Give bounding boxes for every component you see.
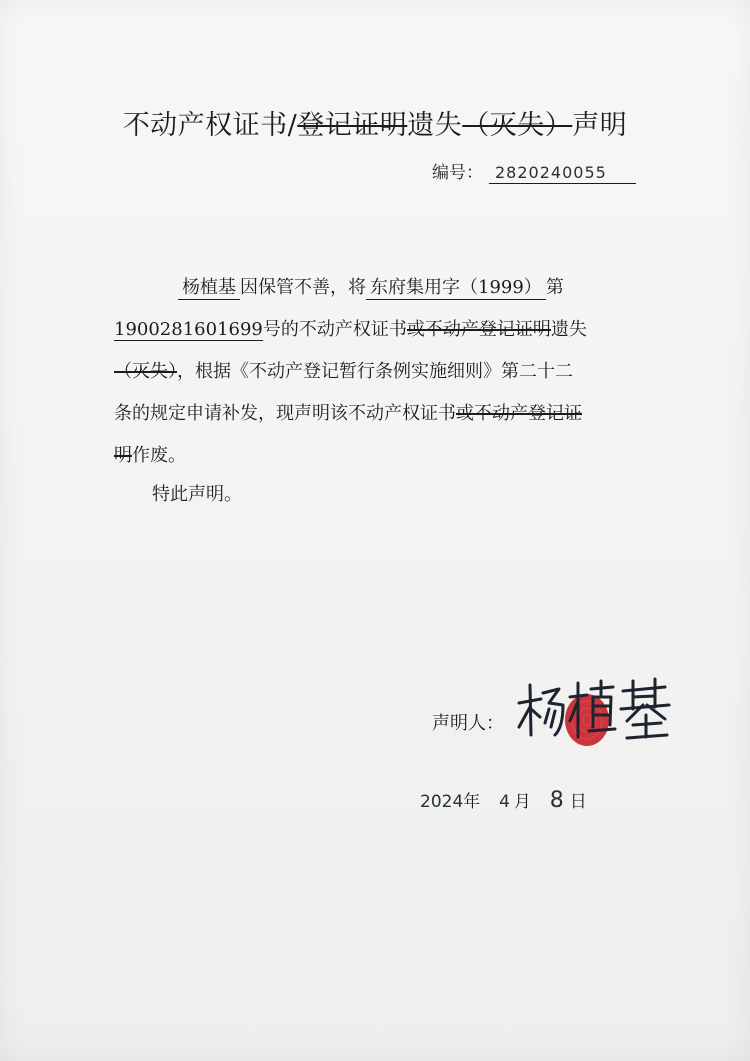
body-text-3: 号的不动产权证书 <box>262 319 407 340</box>
body-text-1: 因保管不善，将 <box>240 277 366 298</box>
closing-statement: 特此声明。 <box>152 484 242 505</box>
body-text-7: 作废。 <box>132 445 186 466</box>
date-month-unit: 月 <box>513 792 531 812</box>
declarant-label: 声明人： <box>432 713 504 734</box>
document-number <box>432 158 636 184</box>
date-day-unit: 日 <box>569 792 587 812</box>
signature-graphic <box>515 675 675 750</box>
handwritten-signature <box>515 675 675 750</box>
date-year-unit: 年 <box>463 792 481 812</box>
body-line-5 <box>114 441 186 467</box>
body-text-6: 条的规定申请补发，现声明该不动产权证书 <box>114 403 456 424</box>
number-label: 编号： <box>432 163 483 183</box>
body-struck-registration-proof: 或不动产登记证明 <box>406 319 551 340</box>
certificate-type: 东府集用字（1999） <box>366 273 546 300</box>
body-line-3 <box>114 357 573 383</box>
body-struck-destroyed: （灭失） <box>114 361 177 382</box>
declaration-date <box>420 787 587 813</box>
title-part-lost: 遗失 <box>407 110 463 141</box>
date-day: 8 <box>549 788 564 813</box>
document-title <box>0 103 750 142</box>
body-text-4: 遗失 <box>550 319 587 340</box>
title-struck-registration-proof: 登记证明 <box>297 110 408 141</box>
certificate-number: 1900281601699 <box>114 319 263 340</box>
date-year: 2024 <box>420 792 464 812</box>
body-line-1 <box>114 273 564 300</box>
body-text-2: 第 <box>545 277 564 298</box>
body-line-2 <box>114 315 587 341</box>
title-part-declaration: 声明 <box>572 110 628 141</box>
number-value: 2820240055 <box>489 163 636 184</box>
body-struck-registration-proof-2: 或不动产登记证 <box>456 403 582 424</box>
title-struck-destroyed: （灭失） <box>462 110 573 141</box>
owner-name: 杨植基 <box>178 273 240 300</box>
date-month: 4 <box>499 792 510 812</box>
body-struck-proof-end: 明 <box>114 445 132 466</box>
title-part-certificate: 不动产权证书/ <box>122 110 298 141</box>
body-line-4 <box>114 399 582 425</box>
body-text-5: ，根据《不动产登记暂行条例实施细则》第二十二 <box>177 361 573 382</box>
